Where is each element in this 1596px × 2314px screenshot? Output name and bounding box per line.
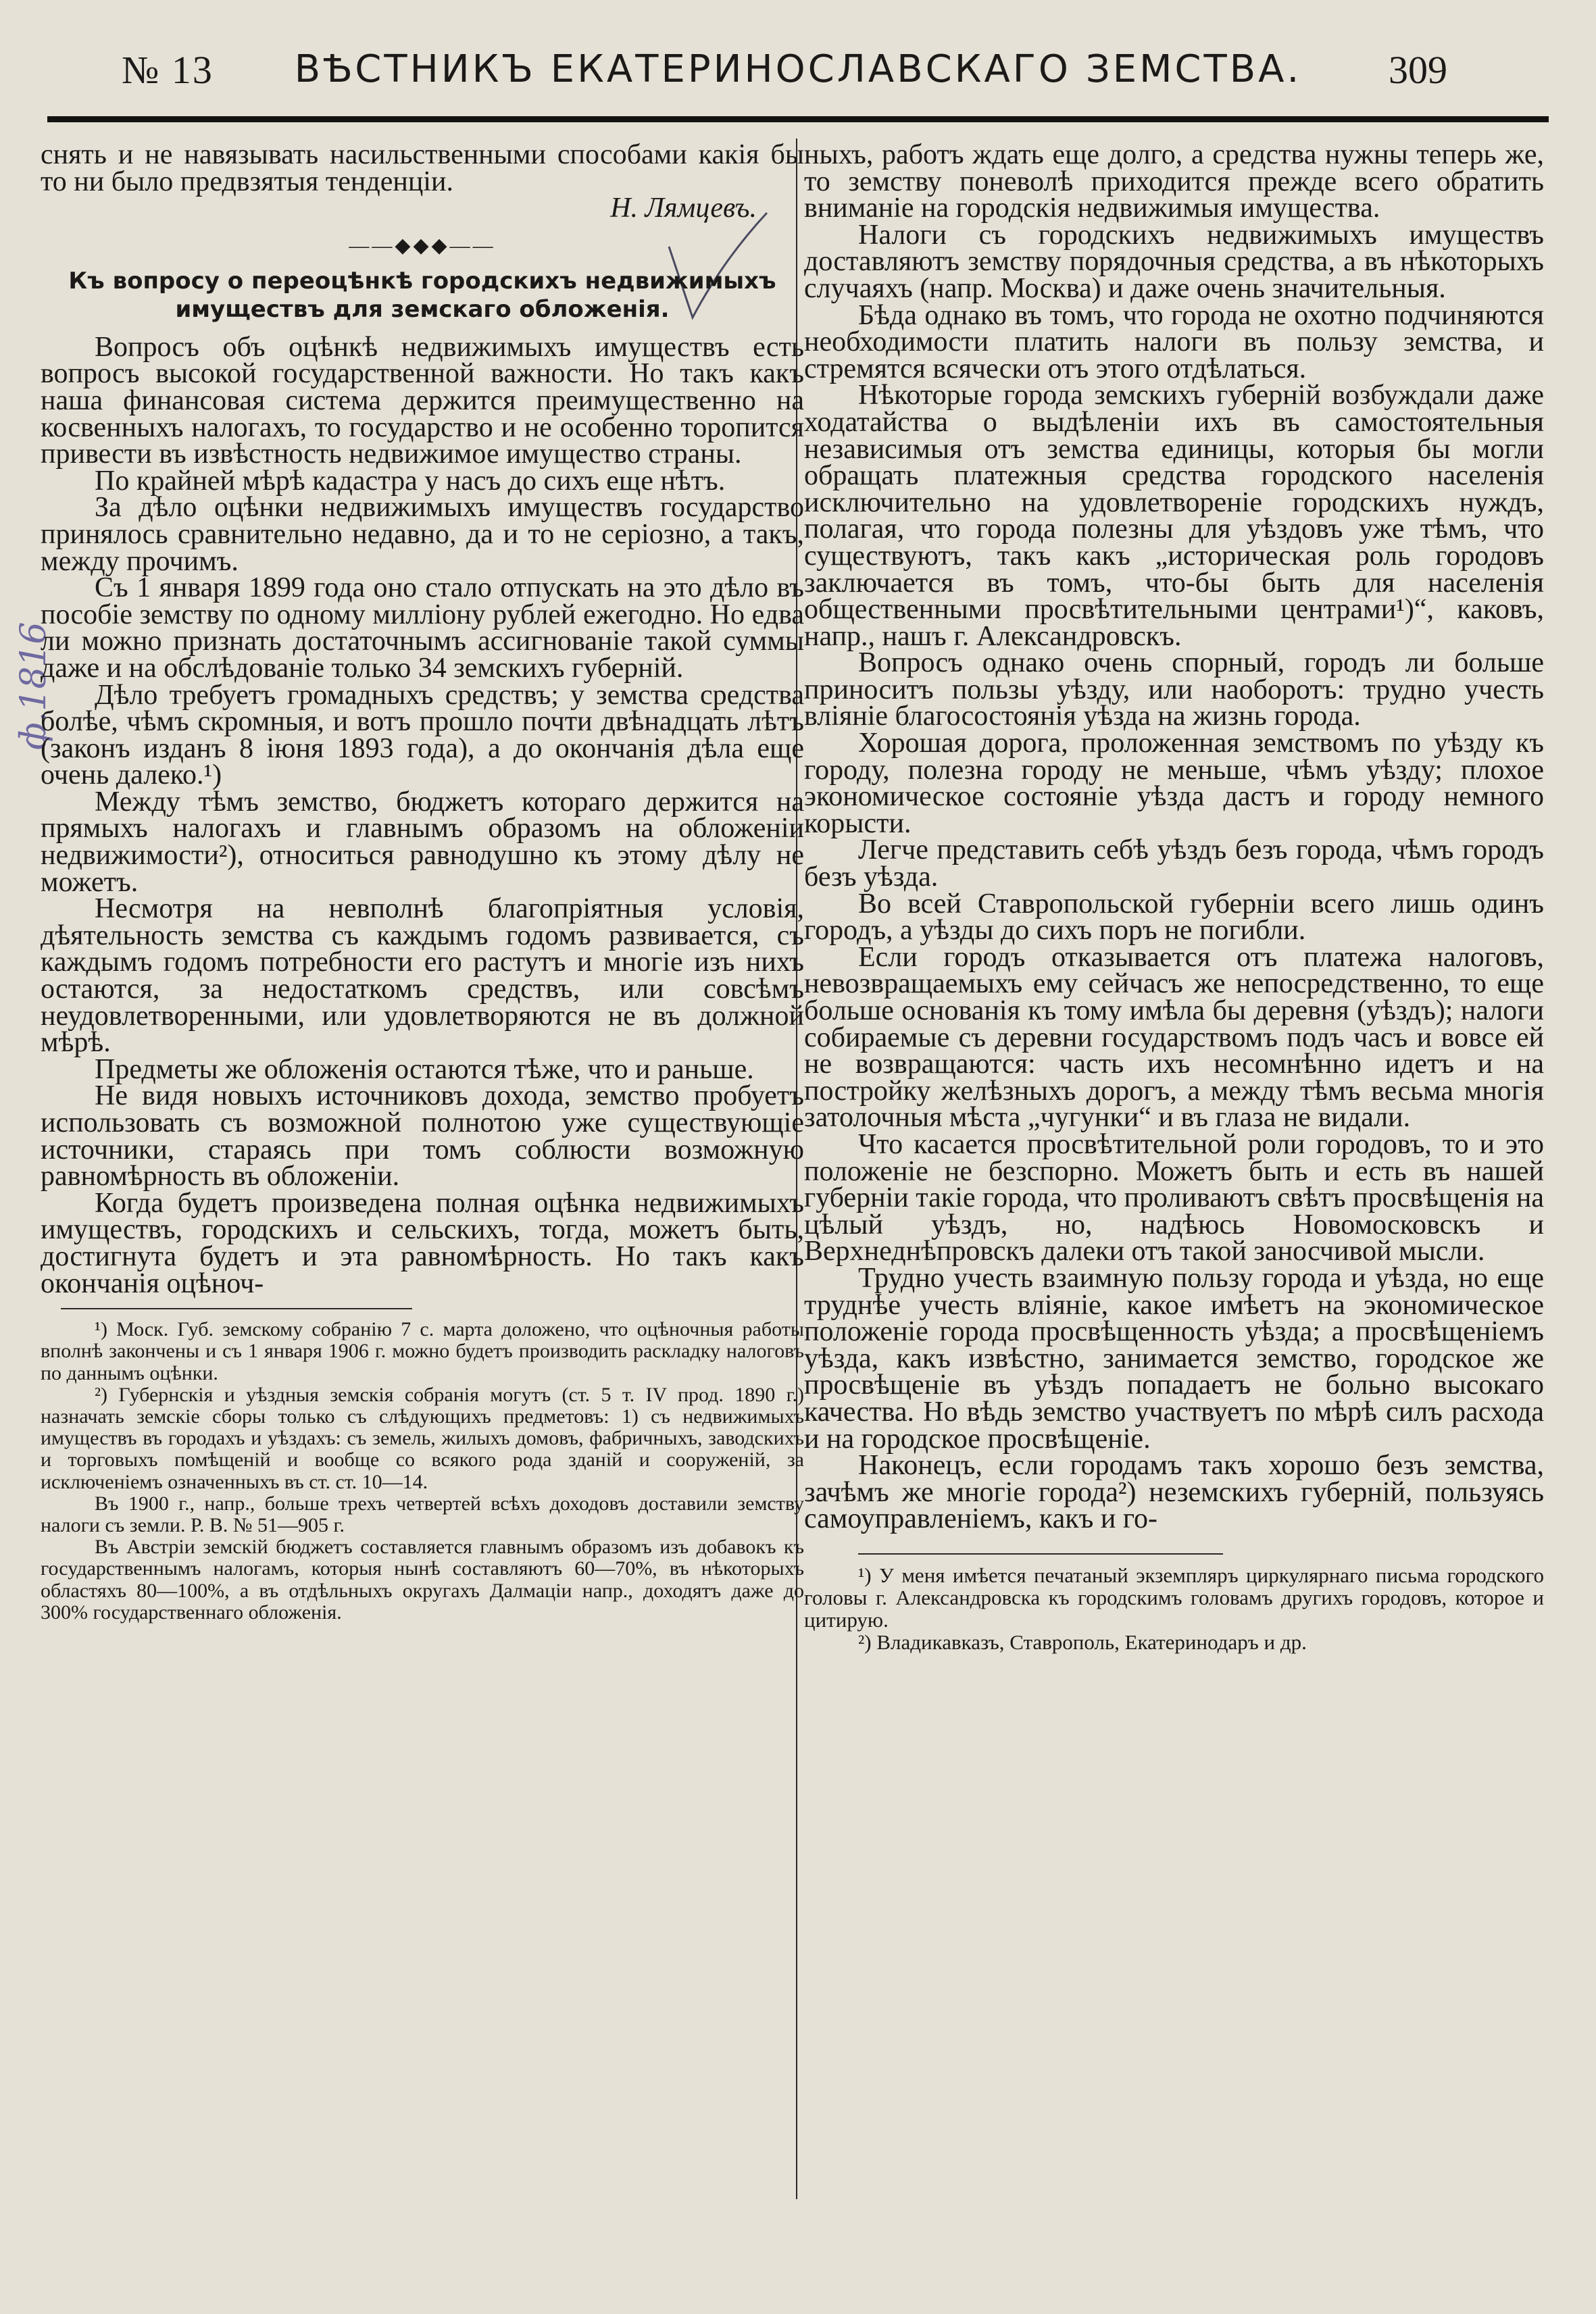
paragraph: Когда будетъ произведена полная оцѣнка недвижимыхъ имуществъ, городскихъ и сельскихъ, тогда, можетъ быть, достигнута будетъ и эта равномѣрность. Но такъ какъ окончанія оцѣноч-	[41, 1187, 804, 1299]
paragraph: Налоги съ городскихъ недвижимыхъ имуществъ доставляютъ земству порядочныя средства, а въ нѣкоторыхъ случаяхъ (напр. Москва) и даже очень значительныя.	[804, 219, 1544, 304]
paragraph: Вопросъ объ оцѣнкѣ недвижимыхъ имуществъ есть вопросъ высокой государственной важности. Но такъ какъ наша финансовая система держится преимущественно на косвенныхъ налогахъ, то государство и не особенно торопится привести въ извѣстность недвижимое имущество страны.	[41, 331, 804, 470]
paragraph: Наконецъ, если городамъ такъ хорошо безъ земства, зачѣмъ же многіе города²) неземскихъ губерній, пользуясь самоуправленіемъ, какъ и го-	[804, 1450, 1544, 1535]
footnote: ²) Владикавказъ, Ставрополь, Екатеринодаръ и др.	[858, 1630, 1307, 1654]
left-column	[41, 139, 804, 1624]
footnote: ¹) Моск. Губ. земскому собранію 7 с. марта доложено, что оцѣночныя работы вполнѣ закончены и съ 1 января 1906 г. можно будетъ производить раскладку налоговъ по даннымъ оцѣнки.	[41, 1318, 804, 1384]
section-ornament: ——◆◆◆——	[349, 234, 496, 257]
paragraph: За дѣло оцѣнки недвижимыхъ имуществъ государство принялось сравнительно недавно, да и то не серіозно, а такъ, между прочимъ.	[41, 492, 804, 577]
paragraph: Несмотря на невполнѣ благопріятныя условія, дѣятельность земства съ каждымъ годомъ развивается, съ каждымъ годомъ потребности его растутъ и многіе изъ нихъ остаются, за недостаткомъ средствъ, или совсѣмъ неудовлетворенными, или удовлетворяются не въ должной мѣрѣ.	[41, 893, 804, 1059]
paragraph: ныхъ, работъ ждать еще долго, а средства нужны теперь же, то земству поневолѣ приходится прежде всего обратить вниманіе на городскія недвижимыя имущества.	[804, 139, 1544, 224]
paragraph: Если городъ отказывается отъ платежа налоговъ, невозвращаемыхъ ему сейчасъ же непосредственно, то еще больше основанія къ тому имѣла бы деревня (уѣздъ); налоги собираемые съ деревни государствомъ подъ часъ и вовсе ей не возвращаются: часть ихъ несомнѣнно идетъ и на постройку желѣзныхъ дорогъ, а между тѣмъ весьма многія затолочныя мѣста „чугунки“ и въ глаза не видали.	[804, 941, 1544, 1134]
right-column	[804, 139, 1544, 1654]
paragraph: По крайней мѣрѣ кадастра у насъ до сихъ еще нѣтъ.	[95, 465, 726, 497]
footnote: Въ 1900 г., напр., больше трехъ четвертей всѣхъ доходовъ доставили земству налоги съ земли. Р. В. № 51—905 г.	[41, 1492, 804, 1536]
paragraph: Хорошая дорога, проложенная земствомъ по уѣзду къ городу, полезна городу не меньше, чѣмъ уѣзду; плохое экономическое состояніе уѣзда дастъ и городу немного корысти.	[804, 728, 1544, 839]
paragraph: Легче представить себѣ уѣздъ безъ города, чѣмъ городъ безъ уѣзда.	[804, 834, 1544, 893]
paragraph: Между тѣмъ земство, бюджетъ котораго держится на прямыхъ налогахъ и главнымъ образомъ на обложеніи недвижимости²), относиться равнодушно къ этому дѣлу не можетъ.	[41, 786, 804, 898]
paragraph: Трудно учесть взаимную пользу города и уѣзда, но еще труднѣе учесть вліяніе, какое имѣетъ на экономическое положеніе города просвѣщенность уѣзда; а просвѣщеніемъ уѣзда, какъ извѣстно, занимается земство, городское же просвѣщеніе въ уѣздъ попадаетъ не больно высокаго качества. Но вѣдь земство участвуетъ по мѣрѣ силъ расхода и на городское просвѣщеніе.	[804, 1262, 1544, 1455]
paragraph: Что касается просвѣтительной роли городовъ, то и это положеніе не безспорно. Можетъ быть и есть въ нашей губерніи такіе города, что проливаютъ свѣтъ просвѣщенія на цѣлый уѣздъ, но, надѣюсь Новомосковскъ и Верхнеднѣпровскъ далеки отъ такой заносчивой мысли.	[804, 1128, 1544, 1267]
footnote-rule	[858, 1553, 1223, 1555]
paragraph: Бѣда однако въ томъ, что города не охотно подчиняются необходимости платить налоги въ пользу земства, и стремятся всячески отъ этого отдѣлаться.	[804, 299, 1544, 384]
paragraph: Нѣкоторые города земскихъ губерній возбуждали даже ходатайства о выдѣленіи ихъ въ самостоятельныя независимыя отъ земства единицы, которыя бы могли обращать платежныя средства городского населенія исключительно на удовлетвореніе городскихъ нуждъ, полагая, что города полезны для уѣздовъ уже тѣмъ, что существуютъ, такъ какъ „историческая роль городовъ заключается въ томъ, что-бы быть для населенія общественными просвѣтительными центрами¹)“, каковъ, напр., нашъ г. Александровскъ.	[804, 380, 1544, 652]
continuation-text: снять и не навязывать насильственными способами какія бы то ни было предвзятыя тенденціи.	[41, 139, 804, 197]
article-title: Къ вопросу о переоцѣнкѣ городскихъ недвижимыхъ имуществъ для земскаго обложенія.	[68, 267, 776, 323]
margin-handwriting: ф.1816	[14, 622, 54, 750]
paragraph: Предметы же обложенія остаются тѣже, что и раньше.	[95, 1053, 754, 1085]
page-header	[47, 35, 1549, 116]
paragraph: Съ 1 января 1899 года оно стало отпускать на это дѣло въ пособіе земству по одному милліону рублей ежегодно. Но едва ли можно признать достаточнымъ ассигнованіе такой суммы даже и на обслѣдованіе только 34 земскихъ губерній.	[41, 572, 804, 684]
issue-number: № 13	[122, 48, 214, 92]
paragraph: Дѣло требуетъ громадныхъ средствъ; у земства средства болѣе, чѣмъ скромныя, и вотъ прошло почти двѣнадцать лѣтъ (законъ изданъ 8 іюня 1893 года), а до окончанія дѣла еще очень далеко.¹)	[41, 679, 804, 791]
header-rule	[47, 116, 1549, 122]
paragraph: Вопросъ однако очень спорный, городъ ли больше приноситъ пользы уѣзду, или наоборотъ: трудно учесть вліяніе благосостоянія уѣзда на жизнь города.	[804, 647, 1544, 732]
footnote: Въ Австріи земскій бюджетъ составляется главнымъ образомъ изъ добавокъ къ государственнымъ налогамъ, которыя нынѣ составляютъ 60—70%, въ нѣкоторыхъ областяхъ 80—100%, а въ отдѣльныхъ округахъ Далмаціи напр., доходятъ даже до 300% государственнаго обложенія.	[41, 1536, 804, 1624]
paragraph: Во всей Ставропольской губерніи всего лишь одинъ городъ, а уѣзды до сихъ поръ не погибли.	[804, 888, 1544, 947]
author-signature: Н. Лямцевъ.	[610, 193, 757, 224]
journal-title: ВѢСТНИКЪ ЕКАТЕРИНОСЛАВСКАГО ЗЕМСТВА.	[294, 47, 1302, 91]
page-number: 309	[1389, 48, 1447, 92]
paragraph: Не видя новыхъ источниковъ дохода, земство пробуетъ использовать съ возможной полнотою уже существующіе источники, стараясь при томъ соблюсти возможную равномѣрность въ обложеніи.	[41, 1080, 804, 1192]
footnote-rule	[61, 1308, 412, 1309]
footnote: ¹) У меня имѣется печатаный экземпляръ циркулярнаго письма городского головы г. Александровска къ городскимъ головамъ другихъ городовъ, которое и цитирую.	[804, 1563, 1544, 1632]
footnote: ²) Губернскія и уѣздныя земскія собранія могутъ (ст. 5 т. IV прод. 1890 г.) назначать земскіе сборы только съ слѣдующихъ предметовъ: 1) съ недвижимыхъ имуществъ въ городахъ и уѣздахъ: съ земель, жилыхъ домовъ, фабричныхъ, заводскихъ и торговыхъ помѣщеній и вообще со всякого рода зданій и сооруженій, за исключеніемъ означенныхъ въ ст. ст. 10—14.	[41, 1383, 804, 1493]
